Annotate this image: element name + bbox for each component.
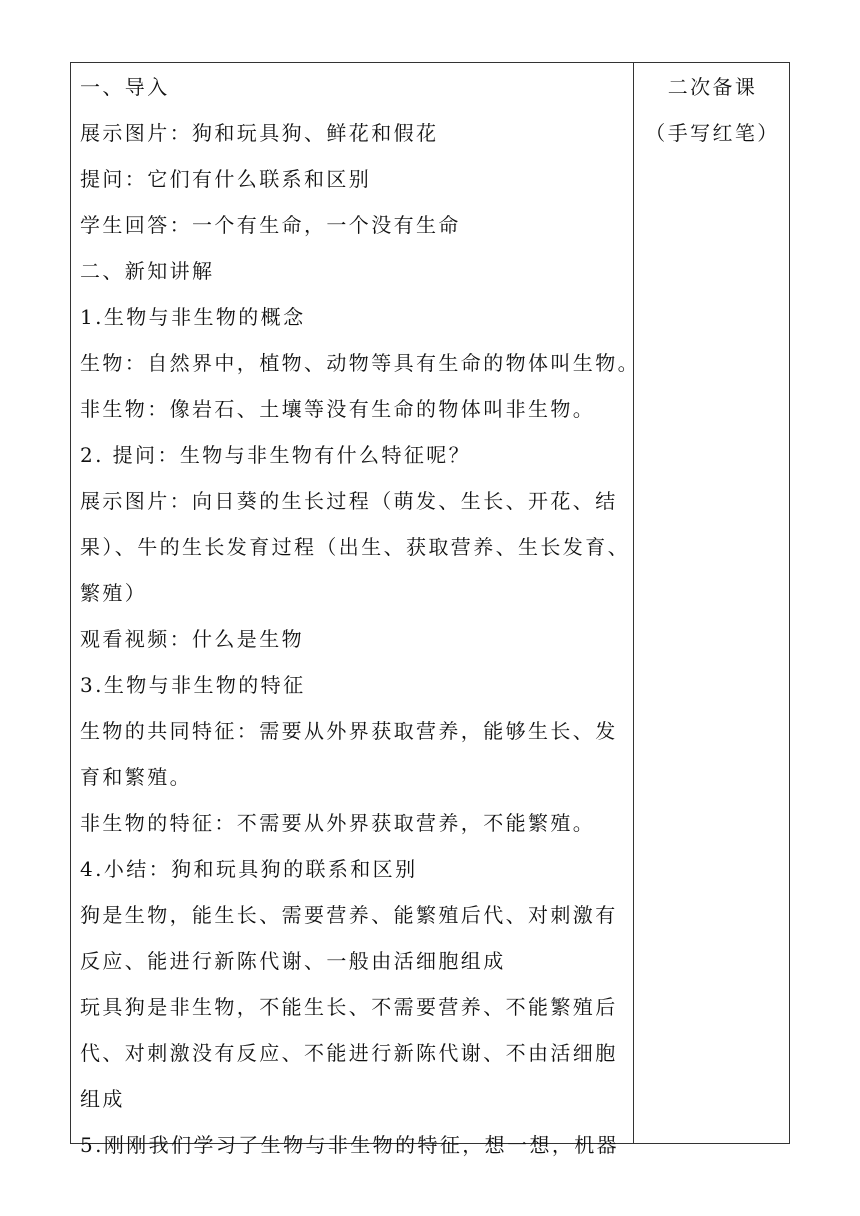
text-line: 果）、牛的生长发育过程（出生、获取营养、生长发育、 [80, 535, 630, 559]
text-line: 狗是生物，能生长、需要营养、能繁殖后代、对刺激有 [80, 903, 618, 927]
subheading-summary: 4.小结：狗和玩具狗的联系和区别 [80, 857, 418, 881]
text-line: 生物：自然界中，植物、动物等具有生命的物体叫生物。 [80, 351, 640, 375]
text-line: 反应、能进行新陈代谢、一般由活细胞组成 [80, 949, 506, 973]
text-line: 组成 [80, 1087, 125, 1111]
text-line: 非生物：像岩石、土壤等没有生命的物体叫非生物。 [80, 397, 596, 421]
second-preparation-subtitle: （手写红笔） [645, 121, 780, 145]
lesson-content-cell [71, 63, 640, 1157]
lesson-plan-table [70, 62, 790, 1157]
text-line: 学生回答：一个有生命，一个没有生命 [80, 213, 461, 237]
subheading-reflection: 5.刚刚我们学习了生物与非生物的特征，想一想，机器 [80, 1133, 620, 1157]
second-preparation-title: 二次备课 [667, 75, 758, 99]
text-line: 玩具狗是非生物，不能生长、不需要营养、不能繁殖后 [80, 995, 618, 1019]
subheading-question: 2. 提问：生物与非生物有什么特征呢？ [80, 443, 472, 467]
subheading-characteristics: 3.生物与非生物的特征 [80, 673, 306, 697]
text-line: 提问：它们有什么联系和区别 [80, 167, 372, 191]
text-line: 繁殖） [80, 581, 148, 605]
text-line: 非生物的特征：不需要从外界获取营养，不能繁殖。 [80, 811, 596, 835]
text-line: 育和繁殖。 [80, 765, 192, 789]
subheading-concept: 1.生物与非生物的概念 [80, 305, 306, 329]
text-line: 代、对刺激没有反应、不能进行新陈代谢、不由活细胞 [80, 1041, 618, 1065]
text-line: 生物的共同特征：需要从外界获取营养，能够生长、发 [80, 719, 618, 743]
text-line: 展示图片：向日葵的生长过程（萌发、生长、开花、结 [80, 489, 618, 513]
section-heading-new-knowledge: 二、新知讲解 [80, 259, 215, 283]
second-preparation-cell [634, 63, 791, 1143]
text-line: 展示图片：狗和玩具狗、鲜花和假花 [80, 121, 439, 145]
section-heading-introduction: 一、导入 [80, 75, 170, 99]
text-line: 观看视频：什么是生物 [80, 627, 304, 651]
